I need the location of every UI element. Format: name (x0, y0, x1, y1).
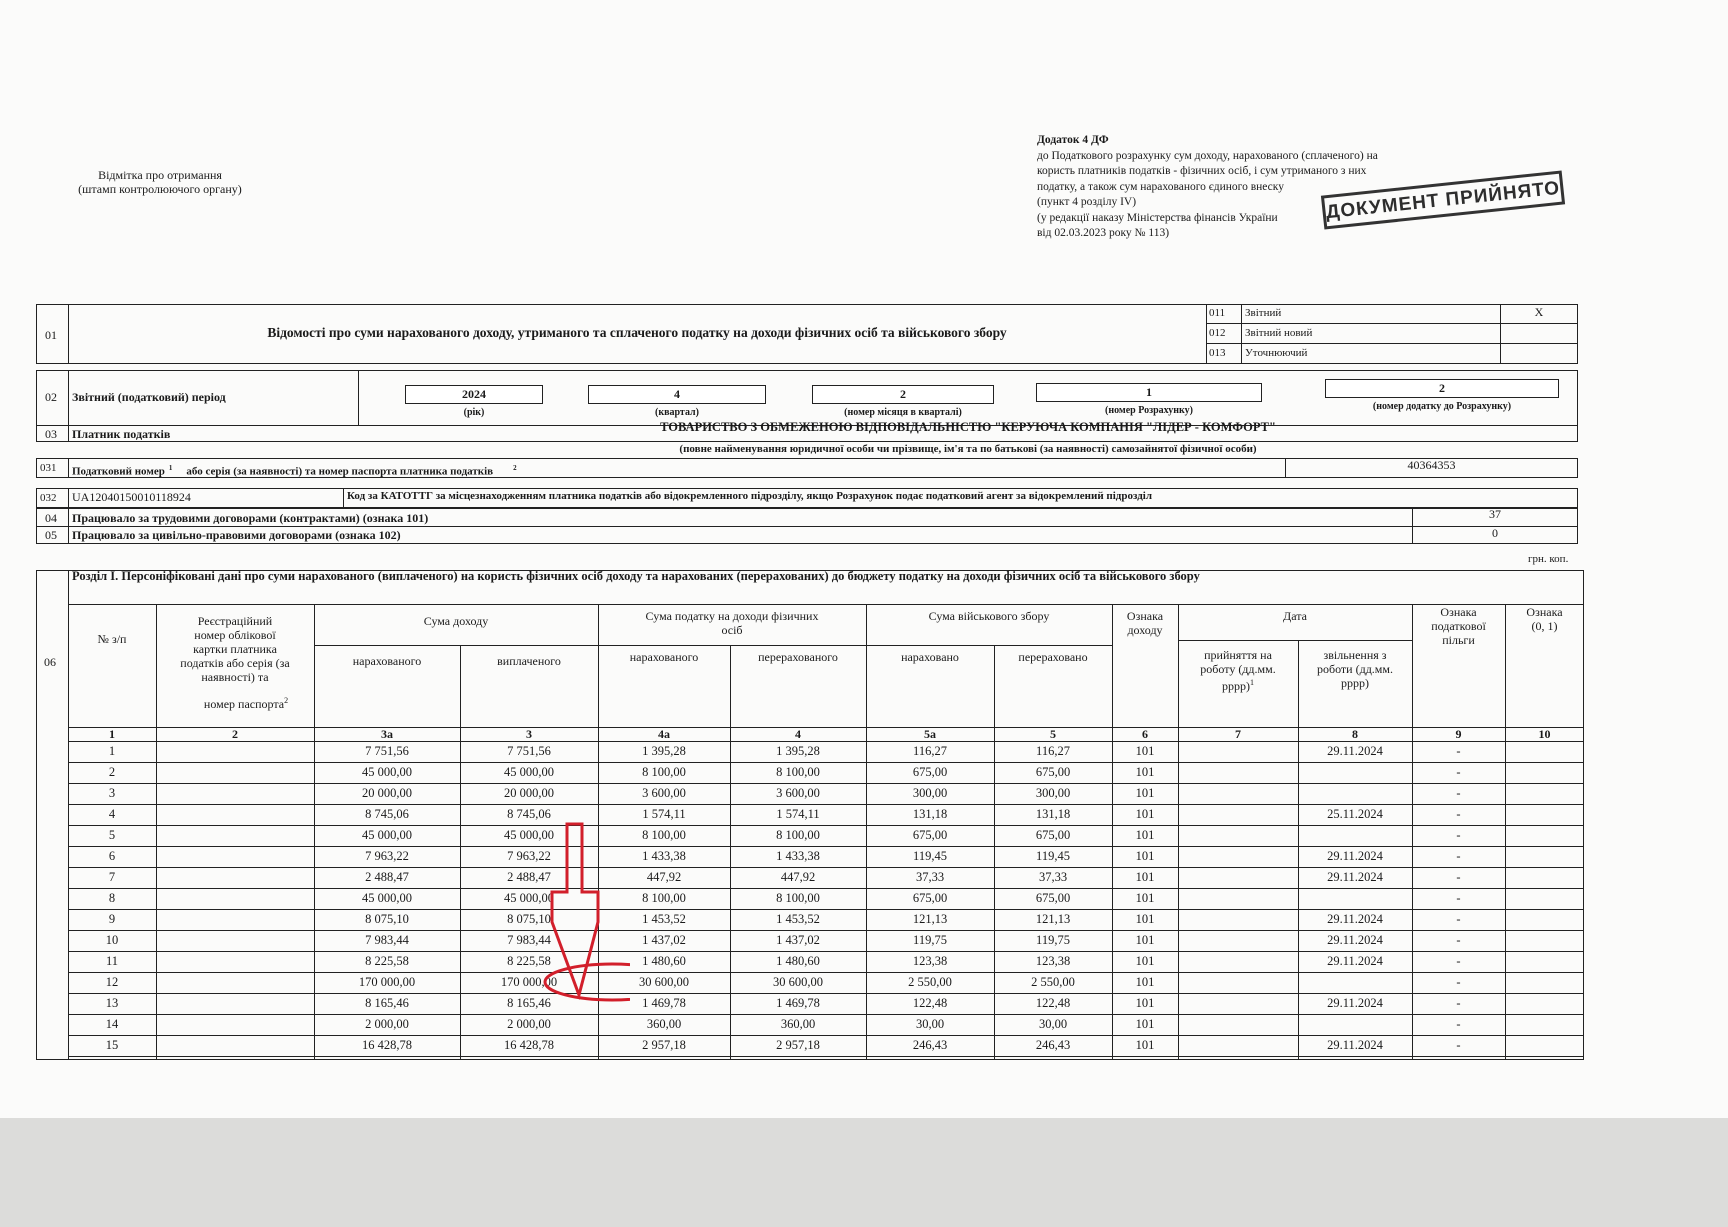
row-fire-date: 29.11.2024 (1327, 1038, 1383, 1052)
row-tax-transferred: 30 600,00 (773, 975, 823, 989)
row-divider (68, 909, 1584, 910)
col-number: 9 (1455, 727, 1462, 741)
row-benefit-sign: - (1456, 891, 1461, 905)
row-mil-accrued: 675,00 (912, 765, 948, 779)
receipt-note-line2: (штамп контролюючого органу) (78, 182, 242, 196)
appendix-line: (пункт 4 розділу IV) (1037, 196, 1137, 208)
row-income-accrued: 7 983,44 (365, 933, 409, 947)
receipt-note (40, 168, 280, 196)
employment-value[interactable]: 0 (1492, 526, 1498, 540)
col-number: 5 (1050, 727, 1056, 741)
row-tax-accrued: 2 957,18 (642, 1038, 686, 1052)
row-fire-date: 29.11.2024 (1327, 954, 1383, 968)
appendix-line: (у редакції наказу Міністерства фінансів України (1037, 211, 1278, 224)
row-income-sign: 101 (1135, 744, 1155, 758)
quarter-caption: (квартал) (655, 407, 699, 418)
katottg-label: Код за КАТОТТГ за місцезнаходженням платника податків або відокремленного підрозділу, якщо Розрахунок подає податковий агент за відокремлений підрозділ (347, 490, 1152, 502)
row-tax-accrued: 1 480,60 (642, 954, 686, 968)
row-income-paid: 20 000,00 (504, 786, 554, 800)
row-number: 5 (108, 828, 116, 842)
row-benefit-sign: - (1456, 954, 1461, 968)
row-fire-date: 29.11.2024 (1327, 744, 1383, 758)
col-number: 1 (109, 727, 115, 741)
row-income-paid: 45 000,00 (504, 891, 554, 905)
row-income-accrued: 8 225,58 (365, 954, 409, 968)
row-number: 6 (108, 849, 116, 863)
report-type-code: 012 (1209, 327, 1226, 339)
row-income-paid: 7 963,22 (507, 849, 551, 863)
row-tax-transferred: 1 480,60 (776, 954, 820, 968)
row-benefit-sign: - (1456, 849, 1461, 863)
row-number: 8 (108, 891, 116, 905)
row-tax-accrued: 8 100,00 (642, 891, 686, 905)
row-tax-transferred: 1 433,38 (776, 849, 820, 863)
row-divider (68, 930, 1584, 931)
row-income-paid: 2 488,47 (507, 870, 551, 884)
row-mil-accrued: 246,43 (912, 1038, 948, 1052)
scan-background (0, 1118, 1728, 1227)
row-benefit-sign: - (1456, 786, 1461, 800)
year-field[interactable]: 2024 (405, 385, 543, 404)
row-mil-accrued: 675,00 (912, 828, 948, 842)
payer-name-caption: (повне найменування юридичної особи чи прізвище, ім'я та по батькові (за наявності) самозайнятої фізичної особи) (679, 443, 1257, 455)
row-income-paid: 8 075,10 (507, 912, 551, 926)
report-type-label: Звітний новий (1245, 327, 1313, 339)
col-number: 4а (658, 727, 670, 741)
month-caption: (номер місяця в кварталі) (844, 407, 962, 418)
row-fire-date: 29.11.2024 (1327, 849, 1383, 863)
row-income-sign: 101 (1135, 1017, 1155, 1031)
row-benefit-sign: - (1456, 1017, 1461, 1031)
row-mil-transferred: 300,00 (1035, 786, 1071, 800)
row-income-sign: 101 (1135, 849, 1155, 863)
col-number: 3 (526, 727, 532, 741)
row-divider (68, 1014, 1584, 1015)
row-tax-transferred: 360,00 (780, 1017, 816, 1031)
annotation-overlay (540, 815, 630, 1005)
row-divider (68, 1056, 1584, 1057)
col-header-income: Сума доходу (423, 614, 489, 628)
row-mil-transferred: 675,00 (1035, 765, 1071, 779)
row-benefit-sign: - (1456, 912, 1461, 926)
row-divider (68, 846, 1584, 847)
row-benefit-sign: - (1456, 870, 1461, 884)
row-tax-transferred: 8 100,00 (776, 828, 820, 842)
row-tax-accrued: 3 600,00 (642, 786, 686, 800)
row-code: 01 (45, 328, 57, 342)
row-fire-date: 29.11.2024 (1327, 996, 1383, 1010)
row-number: 1 (108, 744, 116, 758)
appendix-line: користь платників податків - фізичних осіб, і сум утриманого з них (1037, 165, 1367, 177)
col-header-mil-accrued: нараховано (901, 650, 959, 664)
row-benefit-sign: - (1456, 807, 1461, 821)
row-mil-transferred: 123,38 (1035, 954, 1071, 968)
row-mil-transferred: 675,00 (1035, 828, 1071, 842)
row-mil-accrued: 300,00 (912, 786, 948, 800)
row-income-paid: 45 000,00 (504, 765, 554, 779)
col-header-income-accrued: нарахованого (352, 654, 422, 668)
row-mil-transferred: 246,43 (1035, 1038, 1071, 1052)
row-income-accrued: 16 428,78 (362, 1038, 412, 1052)
row-code: 06 (44, 655, 56, 669)
row-income-sign: 101 (1135, 1038, 1155, 1052)
calc-number-field[interactable]: 1 (1036, 383, 1262, 402)
row-number: 11 (105, 954, 119, 968)
row-income-accrued: 170 000,00 (358, 975, 416, 989)
row-income-sign: 101 (1135, 996, 1155, 1010)
row-tax-transferred: 1 437,02 (776, 933, 820, 947)
col-header-sign: Ознака доходу (1126, 609, 1164, 637)
row-benefit-sign: - (1456, 1038, 1461, 1052)
row-mil-transferred: 116,27 (1036, 744, 1070, 758)
red-highlight-ellipse (545, 964, 630, 1000)
row-tax-accrued: 1 395,28 (642, 744, 686, 758)
row-divider (68, 825, 1584, 826)
row-income-sign: 101 (1135, 954, 1155, 968)
col-header-date-fire: звільнення з роботи (дд.мм. рррр) (1316, 648, 1393, 690)
row-income-accrued: 8 075,10 (365, 912, 409, 926)
col-number: 10 (1538, 727, 1551, 741)
row-mil-transferred: 2 550,00 (1031, 975, 1075, 989)
col-number: 8 (1352, 727, 1358, 741)
row-mil-accrued: 123,38 (912, 954, 948, 968)
row-number: 7 (108, 870, 116, 884)
col-number: 6 (1142, 727, 1148, 741)
row-mil-accrued: 119,45 (913, 849, 947, 863)
row-code: 05 (45, 528, 57, 542)
row-income-sign: 101 (1135, 891, 1155, 905)
calc-number-caption: (номер Розрахунку) (1105, 405, 1193, 416)
col-header-tax: Сума податку на доходи фізичних осіб (645, 609, 819, 637)
row-mil-transferred: 119,45 (1036, 849, 1070, 863)
row-mil-transferred: 119,75 (1036, 933, 1070, 947)
row-number: 15 (105, 1038, 119, 1052)
row-tax-accrued: 1 574,11 (642, 807, 686, 821)
row-income-paid: 7 983,44 (507, 933, 551, 947)
employment-value[interactable]: 37 (1489, 507, 1501, 521)
row-number: 13 (105, 996, 119, 1010)
row-mil-accrued: 37,33 (915, 870, 945, 884)
row-divider (68, 867, 1584, 868)
month-field[interactable]: 2 (812, 385, 994, 404)
employment-label: Працювало за трудовими договорами (контрактами) (ознака 101) (72, 511, 429, 525)
row-mil-transferred: 37,33 (1038, 870, 1068, 884)
row-tax-transferred: 8 100,00 (776, 891, 820, 905)
col-number: 3а (381, 727, 393, 741)
row-income-sign: 101 (1135, 765, 1155, 779)
row-divider (68, 783, 1584, 784)
row-tax-transferred: 3 600,00 (776, 786, 820, 800)
col-header-num: № з/п (97, 632, 127, 646)
row-income-accrued: 7 751,56 (365, 744, 409, 758)
row-tax-transferred: 8 100,00 (776, 765, 820, 779)
row-income-accrued: 45 000,00 (362, 828, 412, 842)
row-income-paid: 45 000,00 (504, 828, 554, 842)
receipt-note-line1: Відмітка про отримання (98, 168, 222, 182)
section1-title: Розділ І. Персоніфіковані дані про суми нарахованого (виплаченого) на користь фізичних осіб доходу та нарахованих (перерахованих) до бюджету податку на доходи фізичних осіб та військового збору (72, 569, 1200, 583)
row-divider (68, 1035, 1584, 1036)
row-mil-transferred: 121,13 (1035, 912, 1071, 926)
row-income-sign: 101 (1135, 912, 1155, 926)
col-header-benefit: Ознака податкової пільги (1431, 605, 1486, 647)
row-divider (68, 888, 1584, 889)
col-header-mil: Сума військового збору (928, 609, 1050, 623)
row-income-sign: 101 (1135, 933, 1155, 947)
report-type-checkbox[interactable]: X (1534, 305, 1544, 319)
row-income-accrued: 7 963,22 (365, 849, 409, 863)
appendix-line: від 02.03.2023 року № 113) (1037, 227, 1170, 239)
row-income-accrued: 20 000,00 (362, 786, 412, 800)
katottg-value[interactable]: UA12040150010118924 (72, 490, 191, 504)
report-type-label: Уточнюючий (1245, 347, 1308, 359)
row-benefit-sign: - (1456, 975, 1461, 989)
appendix-line: до Податкового розрахунку сум доходу, нарахованого (сплаченого) на (1037, 149, 1378, 162)
accepted-stamp: ДОКУМЕНТ ПРИЙНЯТО (1321, 170, 1565, 229)
row-income-paid: 8 165,46 (507, 996, 551, 1010)
row-number: 12 (105, 975, 119, 989)
row-income-accrued: 2 488,47 (365, 870, 409, 884)
appendix-line: податку, а також сум нарахованого єдиного внеску (1037, 180, 1284, 193)
row-income-paid: 16 428,78 (504, 1038, 554, 1052)
col-header-tax-accrued: нарахованого (629, 650, 699, 664)
red-arrow-icon (552, 824, 598, 995)
row-divider (68, 951, 1584, 952)
row-number: 14 (105, 1017, 119, 1031)
row-income-sign: 101 (1135, 975, 1155, 989)
row-tax-accrued: 8 100,00 (642, 828, 686, 842)
row-mil-accrued: 121,13 (912, 912, 948, 926)
row-code: 02 (45, 390, 57, 404)
row-income-accrued: 8 745,06 (365, 807, 409, 821)
employment-label: Працювало за цивільно-правовими договорами (ознака 102) (72, 528, 401, 542)
row-fire-date: 29.11.2024 (1327, 912, 1383, 926)
row-tax-transferred: 447,92 (780, 870, 816, 884)
row-tax-accrued: 1 469,78 (642, 996, 686, 1010)
appendix-title: Додаток 4 ДФ (1037, 134, 1109, 146)
row-income-accrued: 2 000,00 (365, 1017, 409, 1031)
row-tax-accrued: 360,00 (646, 1017, 682, 1031)
row-divider (68, 804, 1584, 805)
row-mil-accrued: 30,00 (915, 1017, 945, 1031)
row-mil-accrued: 119,75 (913, 933, 947, 947)
row-code: 04 (45, 511, 57, 525)
row-benefit-sign: - (1456, 765, 1461, 779)
row-tax-accrued: 1 437,02 (642, 933, 686, 947)
quarter-field[interactable]: 4 (588, 385, 766, 404)
col-number: 2 (232, 727, 238, 741)
row-number: 4 (108, 807, 116, 821)
row-mil-accrued: 131,18 (912, 807, 948, 821)
col-header-income-paid: виплаченого (497, 654, 561, 668)
year-caption: (рік) (463, 407, 485, 418)
row-fire-date: 29.11.2024 (1327, 870, 1383, 884)
row-income-accrued: 45 000,00 (362, 765, 412, 779)
row-mil-transferred: 122,48 (1035, 996, 1071, 1010)
col-header-flag: Ознака (0, 1) (1526, 605, 1563, 633)
row-tax-transferred: 1 395,28 (776, 744, 820, 758)
appendix-number-caption: (номер додатку до Розрахунку) (1372, 401, 1512, 412)
row-tax-transferred: 1 469,78 (776, 996, 820, 1010)
col-header-date: Дата (1283, 609, 1307, 623)
report-type-code: 013 (1209, 347, 1226, 359)
row-income-paid: 170 000,00 (500, 975, 558, 989)
row-code: 031 (40, 462, 57, 474)
row-mil-accrued: 675,00 (912, 891, 948, 905)
row-income-paid: 2 000,00 (507, 1017, 551, 1031)
col-number: 5а (924, 727, 936, 741)
row-income-sign: 101 (1135, 870, 1155, 884)
row-fire-date: 29.11.2024 (1327, 933, 1383, 947)
report-type-label: Звітний (1245, 307, 1282, 319)
tax-number-label: Податковий номер $^1$ або серія (за наявності) та номер паспорта платника податків $^2$ (72, 464, 517, 478)
form-title: Відомості про суми нарахованого доходу, утриманого та сплаченого податку на доходи фізичних осіб та військового збору (267, 325, 1007, 340)
row-mil-transferred: 131,18 (1035, 807, 1071, 821)
row-code: 03 (45, 427, 57, 441)
row-income-paid: 7 751,56 (507, 744, 551, 758)
currency-note: грн. коп. (1528, 553, 1569, 565)
row-benefit-sign: - (1456, 828, 1461, 842)
row-number: 2 (108, 765, 116, 779)
row-income-accrued: 8 165,46 (365, 996, 409, 1010)
tax-number-value[interactable]: 40364353 (1407, 458, 1456, 472)
row-tax-accrued: 30 600,00 (639, 975, 689, 989)
row-income-paid: 8 745,06 (507, 807, 551, 821)
row-tax-transferred: 2 957,18 (776, 1038, 820, 1052)
row-benefit-sign: - (1456, 996, 1461, 1010)
row-tax-accrued: 8 100,00 (642, 765, 686, 779)
row-mil-accrued: 2 550,00 (908, 975, 952, 989)
row-number: 10 (105, 933, 119, 947)
row-benefit-sign: - (1456, 933, 1461, 947)
row-income-paid: 8 225,58 (507, 954, 551, 968)
row-tax-accrued: 1 433,38 (642, 849, 686, 863)
row-number: 9 (108, 912, 116, 926)
row-tax-transferred: 1 574,11 (776, 807, 820, 821)
row-divider (68, 993, 1584, 994)
row-mil-accrued: 122,48 (912, 996, 948, 1010)
row-income-sign: 101 (1135, 807, 1155, 821)
row-number: 3 (108, 786, 116, 800)
payer-name: ТОВАРИСТВО З ОБМЕЖЕНОЮ ВІДПОВІДАЛЬНІСТЮ "КЕРУЮЧА КОМПАНІЯ "ЛІДЕР - КОМФОРТ" (660, 420, 1276, 434)
row-tax-accrued: 1 453,52 (642, 912, 686, 926)
col-header-reg: Реєстраційний номер облікової картки платника податків або серія (за наявності) та номер паспорта$^2$ (180, 614, 290, 711)
period-label: Звітний (податковий) період (72, 390, 226, 404)
appendix-number-field[interactable]: 2 (1325, 379, 1559, 398)
row-divider (68, 972, 1584, 973)
row-mil-transferred: 30,00 (1038, 1017, 1068, 1031)
row-tax-transferred: 1 453,52 (776, 912, 820, 926)
row-income-sign: 101 (1135, 786, 1155, 800)
payer-label: Платник податків (72, 427, 171, 441)
row-code: 032 (40, 492, 57, 504)
report-type-code: 011 (1209, 307, 1226, 319)
row-income-sign: 101 (1135, 828, 1155, 842)
col-number: 4 (795, 727, 801, 741)
row-income-accrued: 45 000,00 (362, 891, 412, 905)
row-divider (68, 762, 1584, 763)
col-header-tax-transferred: перерахованого (758, 650, 838, 664)
col-number: 7 (1235, 727, 1241, 741)
col-header-date-hire: прийняття на роботу (дд.мм. рррр)$^1$ (1200, 648, 1276, 693)
row-mil-transferred: 675,00 (1035, 891, 1071, 905)
row-mil-accrued: 116,27 (913, 744, 947, 758)
row-benefit-sign: - (1456, 744, 1461, 758)
row-fire-date: 25.11.2024 (1327, 807, 1383, 821)
col-header-mil-transferred: перераховано (1018, 650, 1088, 664)
row-tax-accrued: 447,92 (646, 870, 682, 884)
